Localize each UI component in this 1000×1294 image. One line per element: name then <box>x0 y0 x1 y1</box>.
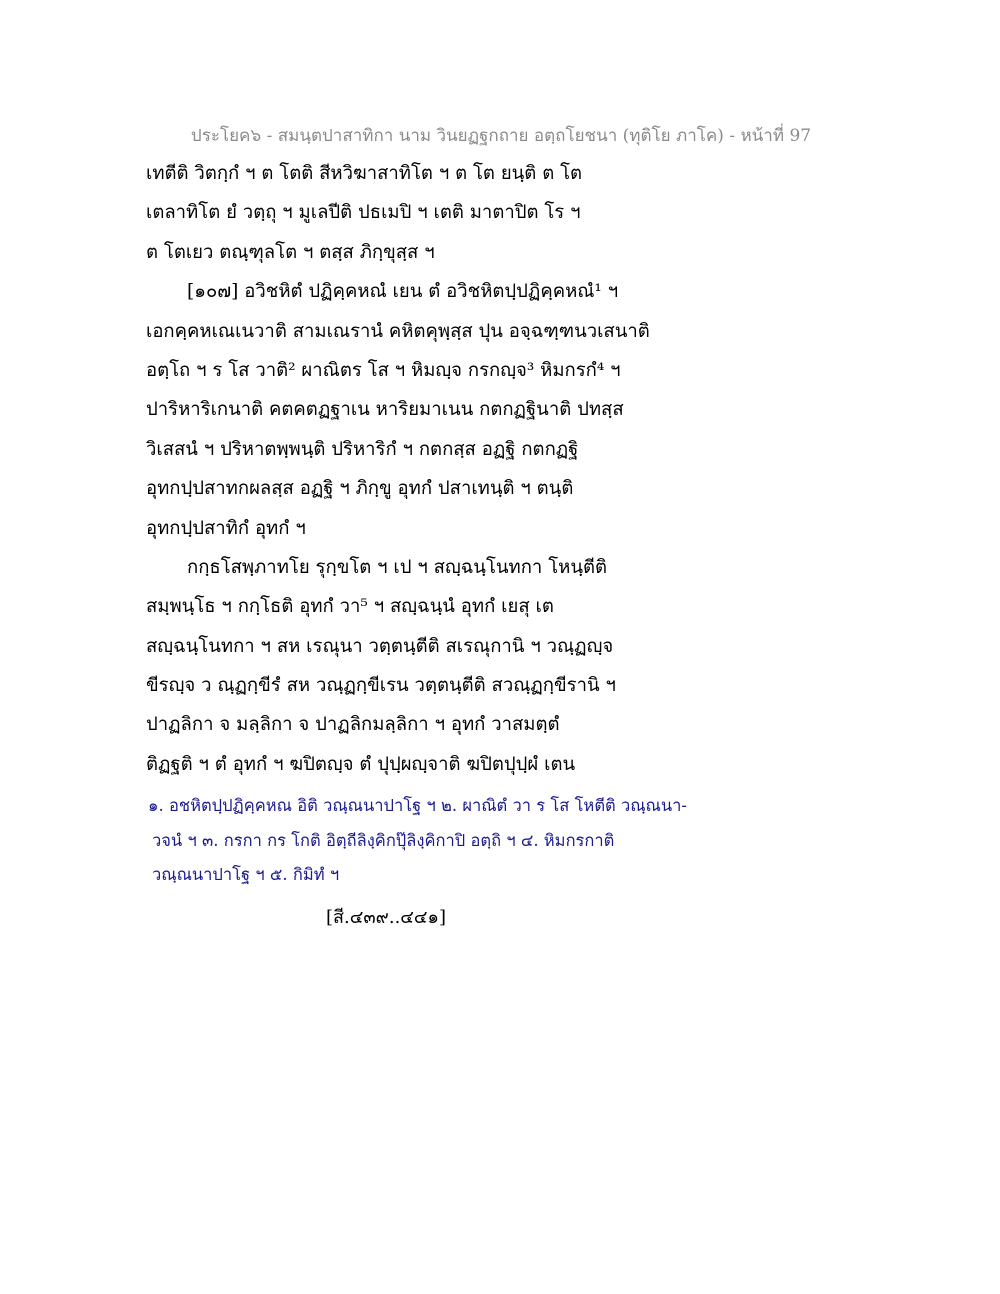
text-line: วิเสสนํ ฯ ปริหาตพฺพนฺติ ปริหาริกํ ฯ กตกสฺส อฏฐิ กตกฏฐิ <box>146 438 579 460</box>
footnote-line: ๑. อชหิตปฺปฏิคฺคหณ อิติ วณฺณนาปาโฐ ฯ ๒. ผาณิตํ วา ร โส โหตีติ วณฺณนา- <box>148 796 687 815</box>
text-line: ติฏฐติ ฯ ตํ อุทกํ ฯ ฆปิตญฺจ ตํ ปุปฺผญฺจาติ ฆปิตปุปฺผํ เตน <box>146 753 576 775</box>
text-line: เตลาทิโต ยํ วตฺถุ ฯ มูเลปีติ ปธเมปิ ฯ เตติ มาตาปิต โร ฯ <box>146 202 581 224</box>
page-reference: [สี.๔๓๙..๔๔๑] <box>326 907 446 928</box>
footnote-line: วจนํ ฯ ๓. กรกา กร โกติ อิตฺถีลิงฺคิกปุ๊ลิงฺคิกาปิ อตฺถิ ฯ ๔. หิมกรกาติ <box>152 830 615 850</box>
footnote-line: วณฺณนาปาโฐ ฯ ๕. กิมิทํ ฯ <box>152 865 340 884</box>
text-line: ขีรญฺจ ว ณฺฏกฺขีรํ สห วณฺฏกฺขีเรน วตฺตนฺตีติ สวณฺฏกฺขีรานิ ฯ <box>146 675 616 697</box>
text-line: เอกคฺคหเณเนวาติ สามเณรานํ คหิตคุพฺสฺส ปุน อจฺฉฑฺฑนวเสนาติ <box>146 320 650 342</box>
text-line: อตฺโถ ฯ ร โส วาติ² ผาณิตร โส ฯ หิมญฺจ กรกญฺจ³ หิมกรกํ⁴ ฯ <box>146 359 621 381</box>
text-line: เทตีติ วิตกฺกํ ฯ ต โตติ สีหวิฆาสาทิโต ฯ ต โต ยนฺติ ต โต <box>146 163 583 184</box>
footnotes <box>146 793 866 897</box>
text-line: สญฺฉนฺโนทกา ฯ สห เรณุนา วตฺตนฺตีติ สเรณุกานิ ฯ วณฺฏญฺจ <box>146 635 614 657</box>
text-line: ปาฏลิกา จ มลฺลิกา จ ปาฏลิกมลฺลิกา ฯ อุทกํ วาสมตฺตํ <box>146 714 560 736</box>
text-line: อุทกปฺปสาทกผลสฺส อฏฐิ ฯ ภิกฺขู อุทกํ ปสาเทนฺติ ฯ ตนฺติ <box>146 478 574 500</box>
text-line: ต โตเยว ตณฺฑุลโต ฯ ตสฺส ภิกฺขุสฺส ฯ <box>146 241 435 263</box>
paragraph-start-line: กกฺธโสพฺภาทโย รุกฺขโต ฯ เป ฯ สญฺฉนฺโนทกา โหนฺตีติ <box>187 556 608 578</box>
text-line: อุทกปฺปสาทิกํ อุทกํ ฯ <box>146 517 306 539</box>
body-text <box>146 160 866 790</box>
text-line: ปาริหาริเกนาติ คตคตฏฐาเน หาริยมาเนน กตกฏฐินาติ ปทสฺส <box>146 399 624 421</box>
page-header: ประโยค๖ - สมนฺตปาสาทิกา นาม วินยฏฐกถาย อตฺถโยชนา (ทุติโย ภาโค) - หน้าที่ 97 <box>190 126 812 146</box>
paragraph-start-line: [๑๐๗] อวิชหิตํ ปฏิคฺคหณํ เยน ตํ อวิชหิตปฺปฏิคฺคหณํ¹ ฯ <box>187 281 619 303</box>
text-line: สมฺพนฺโธ ฯ กกฺโธติ อุทกํ วา⁵ ฯ สญฺฉนฺนํ อุทกํ เยสุ เต <box>146 596 554 618</box>
